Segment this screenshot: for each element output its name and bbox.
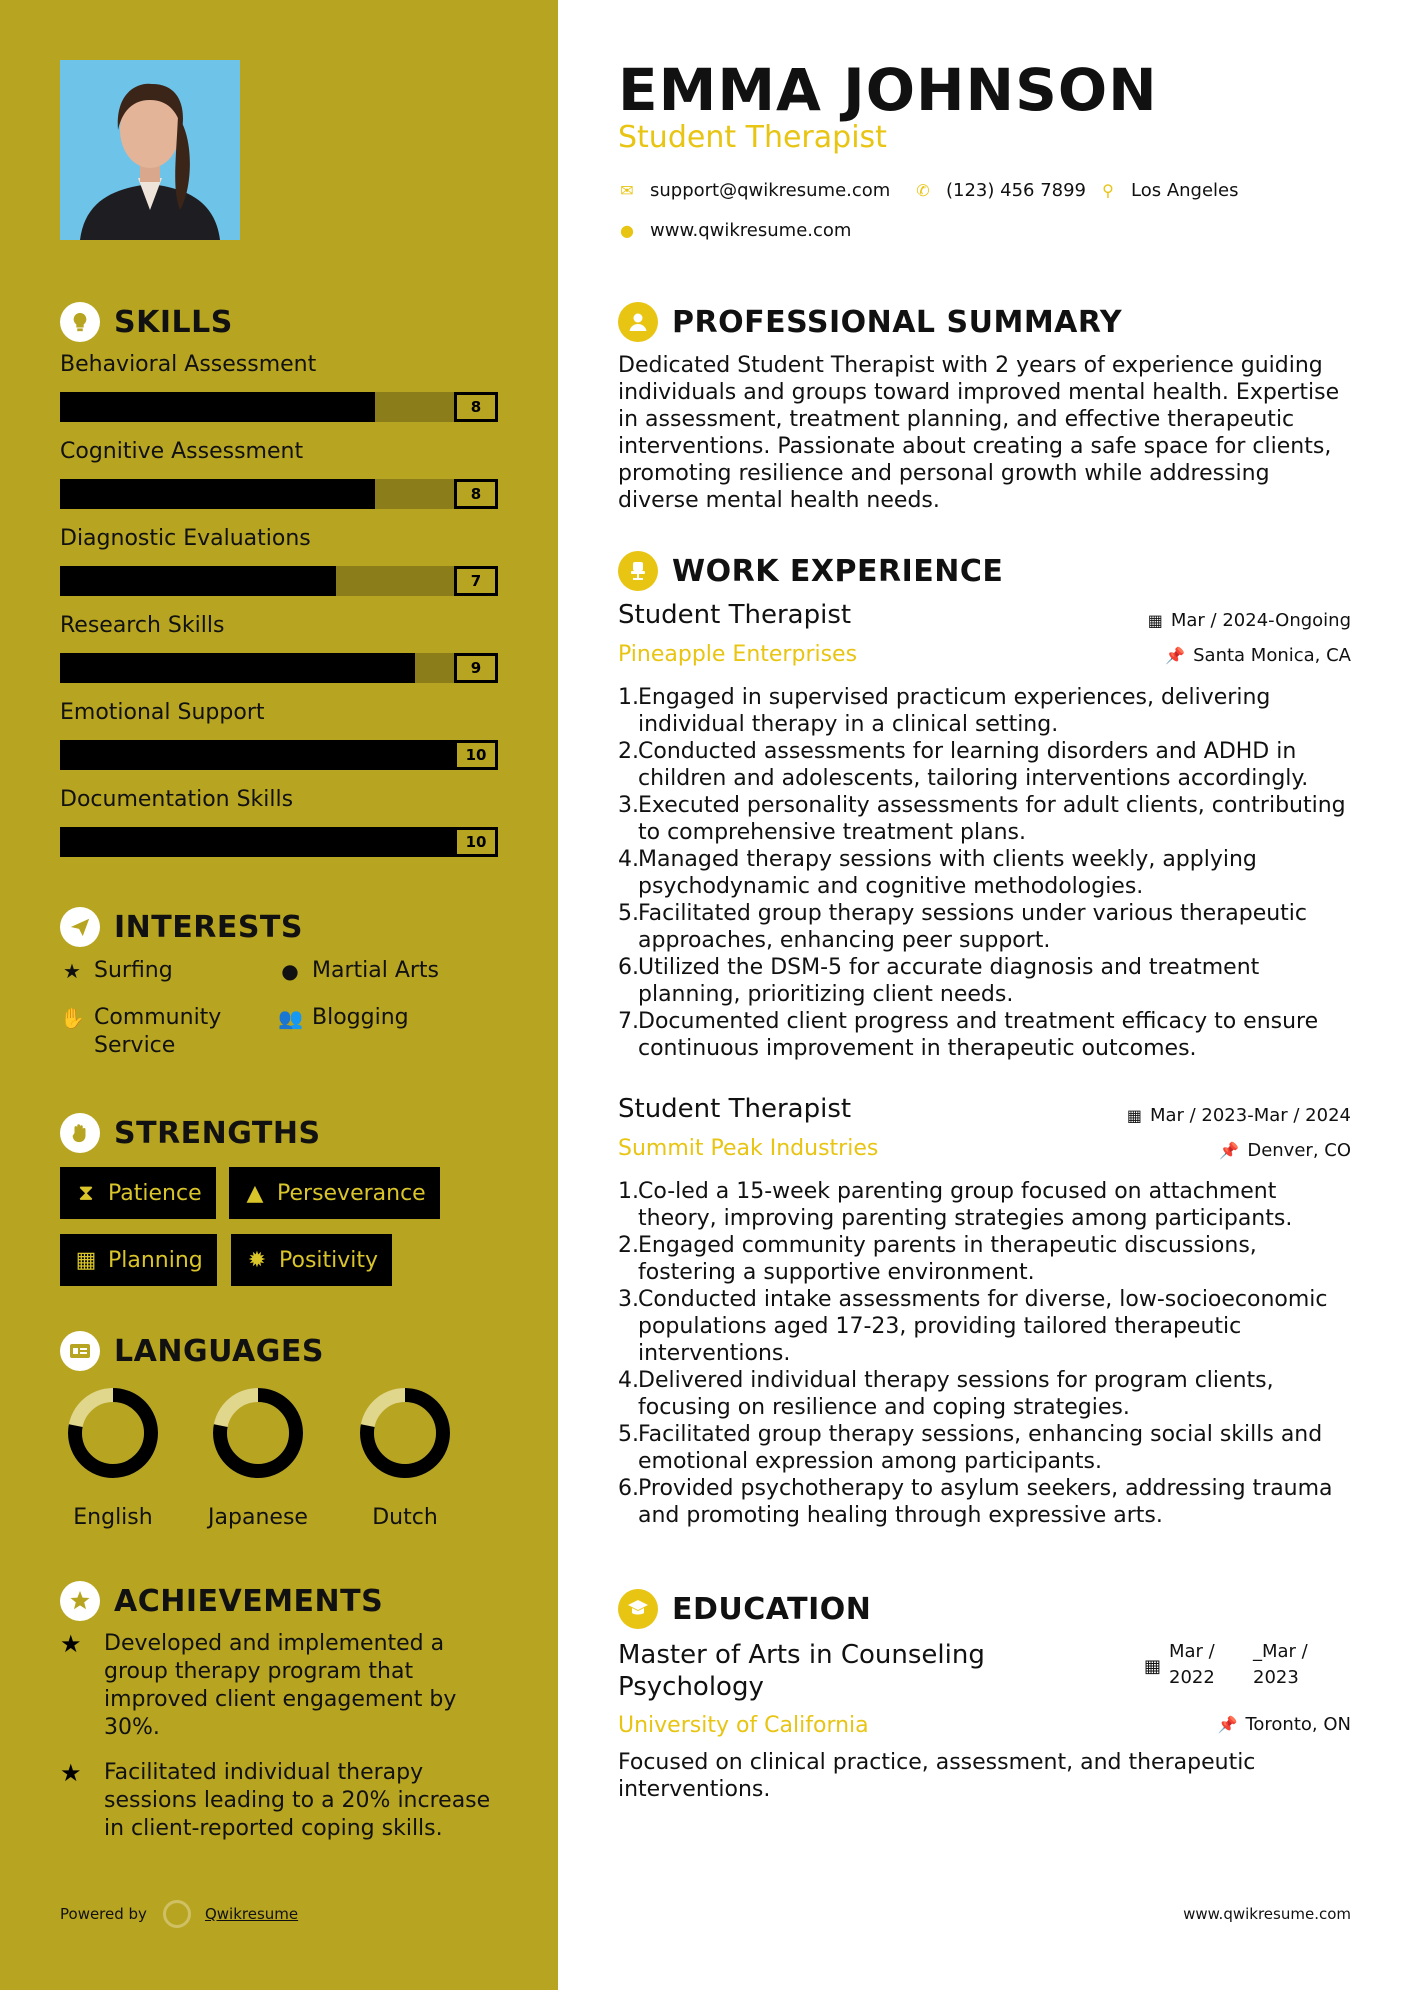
skill-level-value: 8 <box>454 479 498 509</box>
pushpin-icon: 📌 <box>1217 1715 1238 1734</box>
summary-heading: PROFESSIONAL SUMMARY <box>618 302 1122 342</box>
language-level-ring <box>210 1385 306 1481</box>
language-item: Japanese <box>188 1385 328 1530</box>
graduate-icon <box>618 1589 658 1629</box>
trophy-star-icon <box>60 1581 100 1621</box>
skill-item: Cognitive Assessment 8 <box>60 437 500 509</box>
globe-icon: ● <box>620 221 634 240</box>
calendar-icon: ▦ <box>1126 1106 1142 1125</box>
calendar-icon: ▦ <box>75 1247 97 1273</box>
candidate-name: EMMA JOHNSON <box>618 56 1158 124</box>
achievements-heading: ACHIEVEMENTS <box>60 1581 383 1621</box>
experience-heading: WORK EXPERIENCE <box>618 551 1003 591</box>
list-item: 5. Facilitated group therapy sessions, enhancing social skills and emotional expression among participants. <box>618 1422 1323 1474</box>
hand-icon: ✋ <box>60 1006 85 1030</box>
skill-level-value: 10 <box>454 740 498 770</box>
skill-level-bar <box>60 479 498 509</box>
job-company: Pineapple Enterprises <box>618 642 858 667</box>
education-end-date: _Mar / 2023 <box>1253 1641 1308 1688</box>
skill-item: Diagnostic Evaluations 7 <box>60 524 500 596</box>
skill-level-bar <box>60 653 498 683</box>
list-item: 4. Delivered individual therapy sessions for program clients, focusing on resilience and coping strategies. <box>618 1368 1274 1420</box>
skill-level-bar <box>60 740 498 770</box>
contact-phone: ✆ (123) 456 7899 <box>914 180 1086 201</box>
calendar-icon: ▦ <box>1147 611 1163 630</box>
job-location: 📌 Denver, CO <box>1219 1140 1351 1161</box>
strength-badge: ⧗ Patience <box>60 1167 216 1219</box>
road-icon: ▲ <box>246 1180 264 1206</box>
job-date: ▦ Mar / 2024-Ongoing <box>1147 610 1351 631</box>
main-content <box>558 0 1407 1990</box>
list-item: 3. Executed personality assessments for adult clients, contributing to comprehensive treatment plans. <box>618 793 1346 845</box>
job-date: ▦ Mar / 2023-Mar / 2024 <box>1126 1105 1351 1126</box>
skill-level-bar <box>60 827 498 857</box>
contact-email: ✉ support@qwikresume.com <box>618 180 890 201</box>
person-portrait-icon <box>60 60 240 240</box>
list-item: 1. Co-led a 15-week parenting group focused on attachment theory, improving parenting strategies among participants. <box>618 1179 1293 1231</box>
qwikresume-logo-icon <box>163 1900 191 1928</box>
interest-item: ● Martial Arts <box>278 957 439 985</box>
job-company: Summit Peak Industries <box>618 1136 879 1161</box>
skills-heading: SKILLS <box>60 302 233 342</box>
skill-item: Research Skills 9 <box>60 611 500 683</box>
list-item: 2. Conducted assessments for learning disorders and ADHD in children and adolescents, tailoring interventions accordingly. <box>618 739 1309 791</box>
sidebar <box>0 0 558 1990</box>
skill-level-value: 7 <box>454 566 498 596</box>
job-title: Student Therapist <box>618 600 852 630</box>
users-icon: 👥 <box>278 1006 303 1030</box>
interest-item: ✋ Community Service <box>60 1005 222 1058</box>
job-responsibilities <box>618 1178 1358 1529</box>
skill-level-value: 9 <box>454 653 498 683</box>
envelope-icon: ✉ <box>620 181 634 200</box>
education-description: Focused on clinical practice, assessment, and therapeutic interventions. <box>618 1750 1256 1802</box>
list-item: 6. Provided psychotherapy to asylum seekers, addressing trauma and promoting healing through expressive arts. <box>618 1476 1333 1528</box>
education-start-date: Mar / 2022 <box>1169 1641 1215 1688</box>
language-level-ring <box>65 1385 161 1481</box>
strengths-heading: STRENGTHS <box>60 1113 321 1153</box>
summary-text: Dedicated Student Therapist with 2 years of experience guiding individuals and groups toward improved mental health. Expertise in assessment, treatment planning, and effective therapeutic interventions. Passionate about creating a safe space for clients, promoting resilience and personal growth while addressing diverse mental health needs. <box>618 353 1340 513</box>
list-item: 5. Facilitated group therapy sessions under various therapeutic approaches, enhancing peer support. <box>618 901 1308 953</box>
star-icon: ★ <box>60 1630 82 1658</box>
interest-item: 👥 Blogging <box>278 1005 409 1030</box>
strength-badge: ✹ Positivity <box>231 1234 392 1286</box>
star-icon: ★ <box>63 959 81 983</box>
school-name: University of California <box>618 1713 869 1738</box>
job-location: 📌 Santa Monica, CA <box>1165 645 1351 666</box>
list-item: 1. Engaged in supervised practicum experiences, delivering individual therapy in a clinical setting. <box>618 685 1271 737</box>
skill-level-bar <box>60 392 498 422</box>
contact-location: ⚲ Los Angeles <box>1099 180 1239 201</box>
education-location: 📌 Toronto, ON <box>1217 1714 1351 1735</box>
skill-item: Emotional Support 10 <box>60 698 500 770</box>
phone-icon: ✆ <box>916 181 930 200</box>
list-item: 6. Utilized the DSM-5 for accurate diagnosis and treatment planning, prioritizing client needs. <box>618 955 1260 1007</box>
skill-level-value: 10 <box>454 827 498 857</box>
pushpin-icon: 📌 <box>1219 1141 1240 1160</box>
job-title: Student Therapist <box>618 1094 852 1124</box>
achievement-item: ★ Developed and implemented a group therapy program that improved client engagement by 30%. <box>60 1630 457 1740</box>
language-card-icon <box>60 1331 100 1371</box>
list-item: 4. Managed therapy sessions with clients weekly, applying psychodynamic and cognitive methodologies. <box>618 847 1257 899</box>
skill-level-bar <box>60 566 498 596</box>
footer-website[interactable]: www.qwikresume.com <box>1183 1905 1351 1923</box>
strength-badge: ▦ Planning <box>60 1234 217 1286</box>
candidate-role: Student Therapist <box>618 120 887 155</box>
achievement-item: ★ Facilitated individual therapy sessions leading to a 20% increase in client-reported coping skills. <box>60 1759 491 1841</box>
office-chair-icon <box>618 551 658 591</box>
contact-website: ● www.qwikresume.com <box>618 220 851 241</box>
lightbulb-icon <box>60 302 100 342</box>
interest-item: ★ Surfing <box>60 957 173 985</box>
user-icon <box>618 302 658 342</box>
language-item: English <box>43 1385 183 1530</box>
hourglass-icon: ⧗ <box>78 1180 94 1206</box>
languages-heading: LANGUAGES <box>60 1331 324 1371</box>
profile-photo <box>60 60 240 240</box>
language-item: Dutch <box>335 1385 475 1530</box>
sun-icon: ✹ <box>247 1247 267 1273</box>
education-heading: EDUCATION <box>618 1589 871 1629</box>
job-responsibilities <box>618 684 1358 1062</box>
paper-plane-icon <box>60 907 100 947</box>
hand-icon <box>60 1113 100 1153</box>
list-item: 7. Documented client progress and treatment efficacy to ensure continuous improvement in therapeutic outcomes. <box>618 1009 1319 1061</box>
list-item: 3. Conducted intake assessments for diverse, low-socioeconomic populations aged 17-23, providing tailored therapeutic interventions. <box>618 1287 1328 1366</box>
degree-title: Master of Arts in Counseling Psychology <box>618 1640 985 1702</box>
skill-level-value: 8 <box>454 392 498 422</box>
powered-by-link[interactable]: Qwikresume <box>204 1905 299 1923</box>
globe-icon: ● <box>281 959 299 983</box>
list-item: 2. Engaged community parents in therapeutic discussions, fostering a supportive environment. <box>618 1233 1257 1285</box>
map-pin-icon: ⚲ <box>1102 181 1114 200</box>
skill-item: Behavioral Assessment 8 <box>60 350 500 422</box>
star-icon: ★ <box>60 1759 82 1787</box>
calendar-icon: ▦ <box>1144 1656 1162 1677</box>
powered-by: Powered by Qwikresume <box>60 1900 298 1928</box>
pushpin-icon: 📌 <box>1165 646 1186 665</box>
interests-heading: INTERESTS <box>60 907 303 947</box>
language-level-ring <box>357 1385 453 1481</box>
skill-item: Documentation Skills 10 <box>60 785 500 857</box>
strength-badge: ▲ Perseverance <box>229 1167 440 1219</box>
